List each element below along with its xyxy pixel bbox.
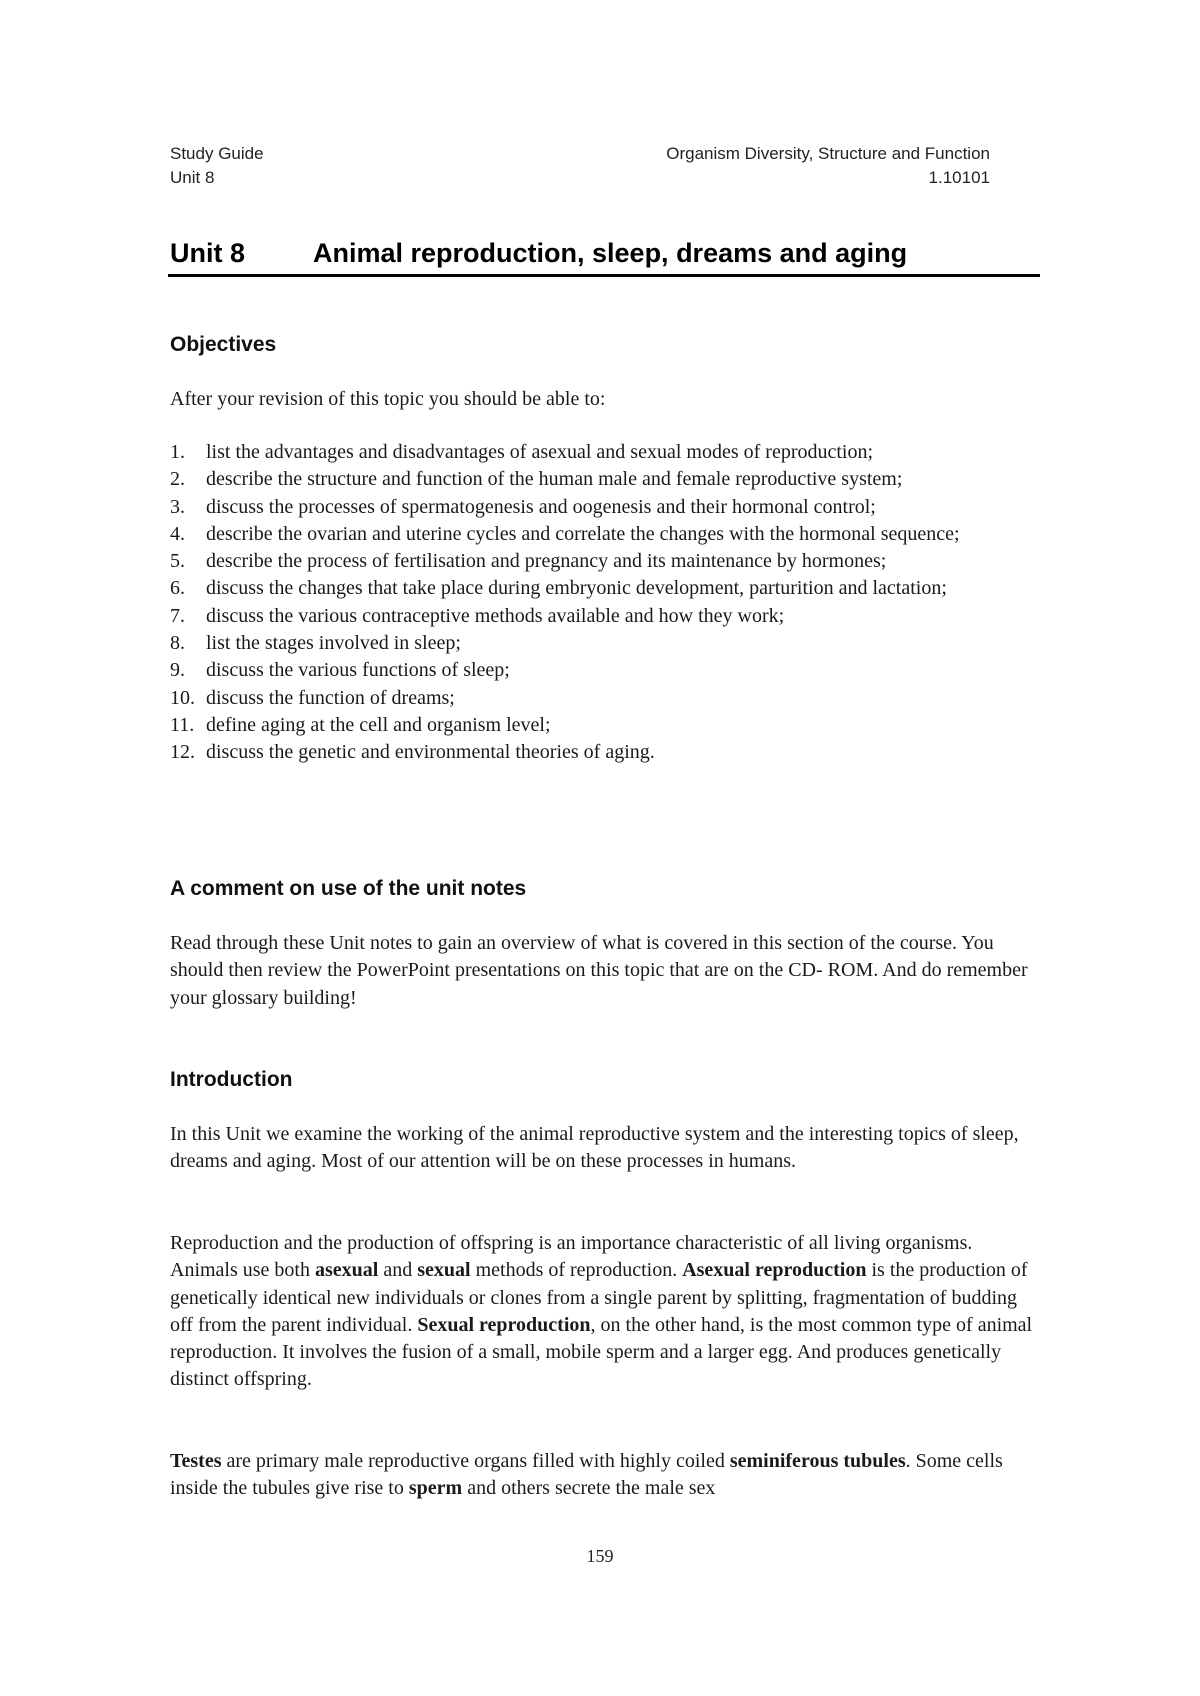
header-unit: Unit 8 — [170, 168, 215, 187]
header-course-code: 1.10101 — [928, 168, 990, 187]
objectives-list — [170, 439, 1042, 767]
objective-item: 4. describe the ovarian and uterine cycles and correlate the changes with the hormonal sequence; — [170, 522, 960, 545]
page-number: 159 — [586, 1546, 614, 1566]
objective-item: 12. discuss the genetic and environmental theories of aging. — [170, 741, 655, 764]
objective-item: 7. discuss the various contraceptive methods available and how they work; — [170, 604, 785, 627]
objective-item: 3. discuss the processes of spermatogenesis and oogenesis and their hormonal control; — [170, 495, 876, 518]
term-sexual-reproduction: Sexual reproduction — [417, 1313, 591, 1336]
introduction-heading: Introduction — [170, 1068, 293, 1091]
term-sperm: sperm — [408, 1477, 463, 1500]
objective-item: 11. define aging at the cell and organism level; — [170, 713, 551, 736]
term-sexual: sexual — [417, 1259, 471, 1282]
term-seminiferous-tubules: seminiferous tubules — [729, 1450, 906, 1472]
objective-item: 1. list the advantages and disadvantages of asexual and sexual modes of reproduction; — [170, 441, 874, 463]
objectives-intro: After your revision of this topic you should be able to: — [170, 388, 606, 410]
unit-name: Animal reproduction, sleep, dreams and aging — [313, 238, 908, 268]
running-header-left — [170, 142, 264, 190]
objective-item: 9. discuss the various functions of sleep; — [170, 659, 510, 682]
introduction-paragraph-2: Reproduction and the production of offspring is an importance characteristic of all living organisms. Animals use both asexual and sexual methods of reproduction. Asexual reproduction is the production of genetically identical new individuals or clones from a single parent by splitting, fragmentation of budding off from the parent individual. Sexual reproduction, on the other hand, is the most common type of animal reproduction. It involves the fusion of a small, mobile sperm and a larger egg. And produces genetically distinct offspring. — [170, 1232, 1033, 1391]
comment-heading: A comment on use of the unit notes — [170, 877, 527, 900]
term-testes: Testes — [170, 1450, 222, 1472]
term-asexual: asexual — [315, 1259, 379, 1282]
header-course-title: Organism Diversity, Structure and Function — [666, 144, 990, 163]
objective-item: 10. discuss the function of dreams; — [170, 686, 455, 709]
term-asexual-reproduction: Asexual reproduction — [682, 1259, 867, 1282]
unit-title — [168, 236, 1040, 277]
objective-item: 2. describe the structure and function of the human male and female reproductive system; — [170, 468, 903, 491]
header-study-guide: Study Guide — [170, 144, 264, 163]
running-header-right — [560, 142, 990, 190]
objective-item: 6. discuss the changes that take place during embryonic development, parturition and lactation; — [170, 577, 947, 600]
objective-item: 5. describe the process of fertilisation and pregnancy and its maintenance by hormones; — [170, 550, 887, 573]
objectives-heading: Objectives — [170, 333, 277, 356]
unit-number: Unit 8 — [170, 238, 246, 268]
comment-paragraph: Read through these Unit notes to gain an overview of what is covered in this section of the course. You should then review the PowerPoint presentations on this topic that are on the CD- ROM. And do remember your glossary building! — [170, 932, 1028, 1009]
introduction-paragraph-1: In this Unit we examine the working of the animal reproductive system and the interesting topics of sleep, dreams and aging. Most of our attention will be on these processes in humans. — [170, 1123, 1019, 1173]
objective-item: 8. list the stages involved in sleep; — [170, 632, 461, 655]
introduction-paragraph-3: Testes are primary male reproductive organs filled with highly coiled seminiferous tubules. Some cells inside the tubules give rise to sperm and others secrete the male sex — [170, 1450, 1003, 1500]
